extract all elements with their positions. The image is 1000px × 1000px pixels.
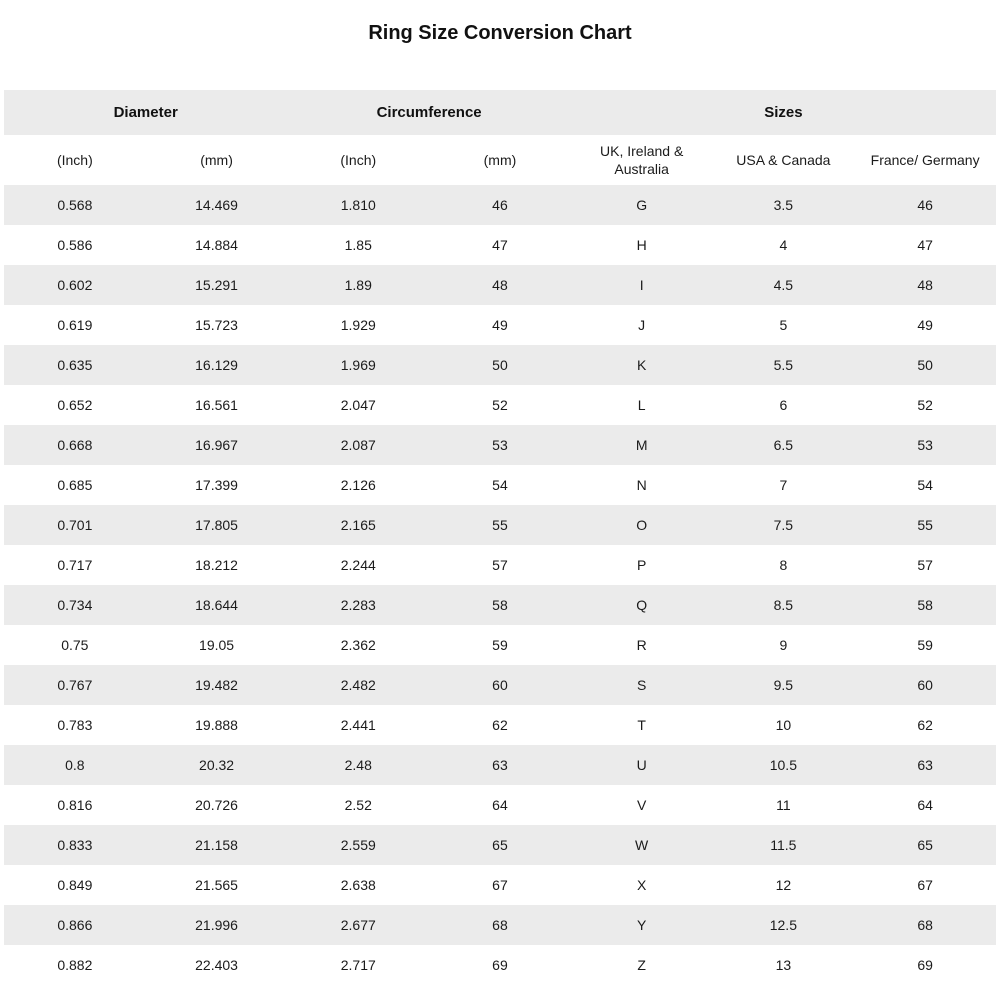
table-cell: 0.783 [57,717,93,733]
table-cell: 2.362 [340,637,376,653]
table-cell: L [637,397,646,413]
table-cell: 59 [917,637,933,653]
table-cell: 0.685 [57,477,93,493]
table-cell: 60 [492,677,508,693]
table-cell: 18.212 [195,557,238,573]
table-cell: M [635,437,648,453]
table-cell: 16.967 [195,437,238,453]
table-cell: R [636,637,647,653]
table-cell: 58 [492,597,508,613]
table-cell: 64 [492,797,508,813]
table-row [4,225,996,265]
table-cell: 16.129 [195,357,238,373]
table-cell: 22.403 [195,957,238,973]
table-cell: 54 [917,477,933,493]
table-cell: 0.849 [57,877,93,893]
table-cell: 7.5 [773,517,794,533]
table-cell: 2.638 [340,877,376,893]
table-row [4,345,996,385]
table-header [4,90,996,185]
table-cell: 3.5 [773,197,794,213]
table-cell: 46 [917,197,933,213]
table-row [4,585,996,625]
table-cell: W [635,837,649,853]
table-cell: Q [636,597,648,613]
table-cell: 0.75 [61,637,89,653]
table-cell: P [636,557,647,573]
group-header-diameter: Diameter [4,90,287,135]
table-cell: 1.85 [344,237,372,253]
table-cell: 54 [492,477,508,493]
table-row [4,785,996,825]
table-cell: 4 [779,237,788,253]
table-cell: K [636,357,647,373]
table-cell: 52 [492,397,508,413]
table-cell: 0.701 [57,517,93,533]
table-row [4,305,996,345]
table-row [4,825,996,865]
table-cell: 68 [917,917,933,933]
table-row [4,265,996,305]
table-cell: 50 [917,357,933,373]
table-cell: O [636,517,648,533]
table-cell: 0.586 [57,237,93,253]
table-cell: 7 [779,477,788,493]
table-cell: 5.5 [773,357,794,373]
table-cell: S [636,677,647,693]
table-cell: 62 [917,717,933,733]
table-cell: 2.047 [340,397,376,413]
table-row [4,865,996,905]
table-cell: 9 [779,637,788,653]
table-cell: 2.283 [340,597,376,613]
ring-size-conversion-table [4,90,996,985]
table-cell: 19.05 [199,637,235,653]
group-header-sizes: Sizes [571,90,996,135]
table-cell: 19.482 [195,677,238,693]
table-cell: 13 [775,957,792,973]
table-cell: 67 [917,877,933,893]
table-cell: 18.644 [195,597,238,613]
table-cell: 0.767 [57,677,93,693]
group-header-circumference: Circumference [287,90,570,135]
table-cell: 17.805 [195,517,238,533]
table-row [4,625,996,665]
table-cell: 2.52 [344,797,372,813]
table-cell: 0.568 [57,197,93,213]
table-cell: 58 [917,597,933,613]
column-header-france-germany: France/ Germany [854,135,996,185]
column-header-circumference-mm: (mm) [429,135,571,185]
table-cell: 0.8 [65,757,85,773]
column-header-diameter-mm: (mm) [146,135,288,185]
table-cell: 1.929 [340,317,376,333]
table-row [4,505,996,545]
table-cell: 21.565 [195,877,238,893]
table-cell: T [637,717,646,733]
table-cell: 2.559 [340,837,376,853]
table-cell: 59 [492,637,508,653]
table-cell: 2.717 [340,957,376,973]
table-cell: 47 [917,237,933,253]
table-cell: 62 [492,717,508,733]
table-cell: 16.561 [195,397,238,413]
table-cell: 6 [779,397,788,413]
table-cell: 0.866 [57,917,93,933]
table-cell: 48 [492,277,508,293]
table-row [4,545,996,585]
table-row [4,745,996,785]
table-cell: 0.734 [57,597,93,613]
table-cell: 55 [917,517,933,533]
table-cell: 11.5 [770,837,797,853]
table-cell: 6.5 [773,437,794,453]
table-cell: 55 [492,517,508,533]
table-cell: 48 [917,277,933,293]
page [0,20,1000,1000]
table-cell: 14.469 [195,197,238,213]
table-cell: V [636,797,647,813]
table-cell: G [636,197,648,213]
table-row [4,665,996,705]
table-cell: 2.126 [340,477,376,493]
table-cell: 0.668 [57,437,93,453]
column-header-circumference-inch: (Inch) [287,135,429,185]
table-cell: H [636,237,647,253]
table-row [4,385,996,425]
table-body [4,185,996,985]
table-cell: 2.244 [340,557,376,573]
table-cell: I [639,277,644,293]
table-cell: 0.652 [57,397,93,413]
table-cell: J [638,317,646,333]
table-cell: 8 [779,557,788,573]
table-cell: 2.441 [340,717,376,733]
table-cell: 53 [492,437,508,453]
table-row [4,465,996,505]
table-cell: 57 [917,557,933,573]
table-cell: 68 [492,917,508,933]
table-cell: 9.5 [773,677,794,693]
table-cell: X [636,877,647,893]
table-cell: 49 [917,317,933,333]
table-cell: 17.399 [195,477,238,493]
group-header-row [4,90,996,135]
table-row [4,905,996,945]
table-cell: 49 [492,317,508,333]
table-cell: 15.291 [195,277,238,293]
table-row [4,705,996,745]
table-cell: 0.635 [57,357,93,373]
table-cell: 20.32 [199,757,235,773]
table-cell: 65 [492,837,508,853]
table-cell: 1.89 [344,277,372,293]
table-cell: N [636,477,647,493]
table-cell: Z [637,957,646,973]
table-cell: 1.969 [340,357,376,373]
table-cell: 69 [492,957,508,973]
table-cell: 50 [492,357,508,373]
table-cell: 53 [917,437,933,453]
table-cell: 21.158 [195,837,238,853]
table-cell: 12 [775,877,792,893]
table-cell: 8.5 [773,597,794,613]
table-cell: 52 [917,397,933,413]
table-row [4,185,996,225]
table-cell: 46 [492,197,508,213]
table-cell: 0.602 [57,277,93,293]
table-cell: 63 [492,757,508,773]
column-header-usa-canada: USA & Canada [713,135,855,185]
table-cell: 15.723 [195,317,238,333]
table-cell: 65 [917,837,933,853]
table-cell: 0.882 [57,957,93,973]
table-row [4,425,996,465]
column-header-uk-ireland-australia: UK, Ireland & Australia [571,135,713,185]
table-cell: 2.482 [340,677,376,693]
table-cell: 14.884 [195,237,238,253]
table-cell: Y [636,917,647,933]
table-cell: 12.5 [769,917,797,933]
table-cell: 11 [776,797,791,813]
table-cell: 2.677 [340,917,376,933]
table-cell: 2.087 [340,437,376,453]
table-cell: 2.165 [340,517,376,533]
table-row [4,945,996,985]
table-cell: 64 [917,797,933,813]
table-cell: 5 [779,317,788,333]
table-cell: U [636,757,647,773]
table-cell: 67 [492,877,508,893]
table-cell: 21.996 [195,917,238,933]
column-header-row [4,135,996,185]
table-cell: 20.726 [195,797,238,813]
table-cell: 60 [917,677,933,693]
table-cell: 0.619 [57,317,93,333]
table-cell: 10 [775,717,792,733]
column-header-diameter-inch: (Inch) [4,135,146,185]
table-cell: 4.5 [773,277,794,293]
table-cell: 19.888 [195,717,238,733]
table-cell: 2.48 [344,757,372,773]
table-cell: 0.717 [57,557,93,573]
table-cell: 63 [917,757,933,773]
table-cell: 57 [492,557,508,573]
table-cell: 69 [917,957,933,973]
table-cell: 0.816 [57,797,93,813]
table-cell: 1.810 [340,197,376,213]
page-title: Ring Size Conversion Chart [368,22,632,44]
table-cell: 47 [492,237,508,253]
table-cell: 0.833 [57,837,93,853]
table-cell: 10.5 [769,757,797,773]
